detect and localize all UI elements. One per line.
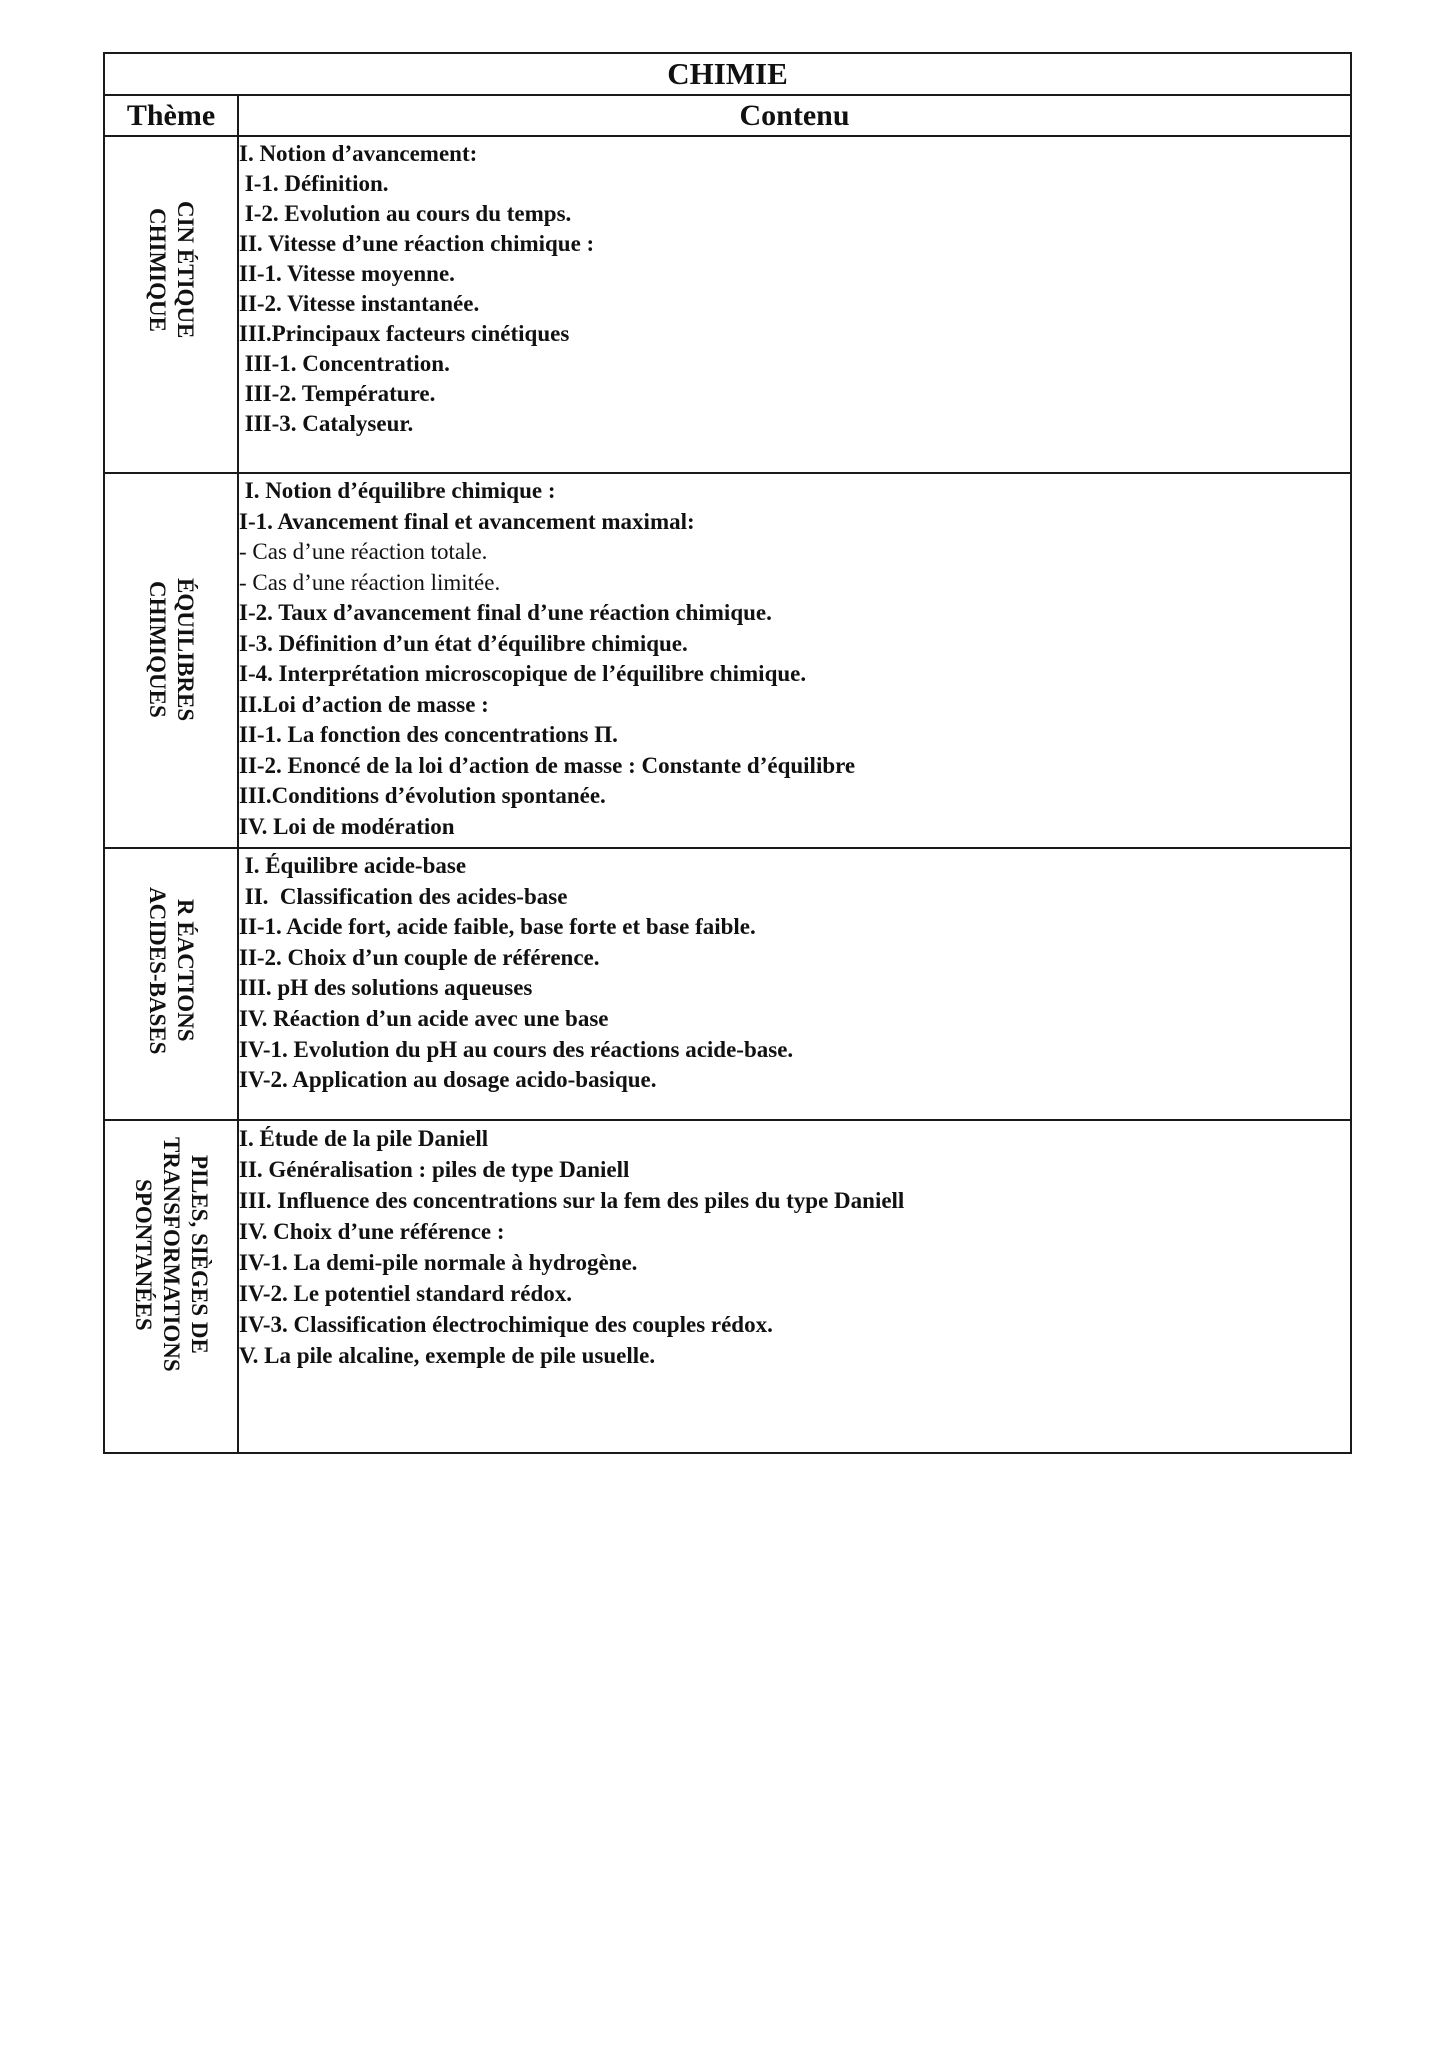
theme-label: PILES, SIÈGES DE TRANSFORMATIONS SPONTANÉES [131,1137,212,1372]
table-row [104,473,1351,848]
list-item: III-2. Température. [239,381,436,406]
content-list [239,137,1350,439]
list-item: II-2. Enoncé de la loi d’action de masse : Constante d’équilibre [239,752,856,778]
list-item: IV-1. La demi-pile normale à hydrogène. [239,1250,638,1275]
list-item: I. Notion d’équilibre chimique : [239,478,556,503]
header-row [104,95,1351,136]
table-row [104,1120,1351,1453]
list-item: I. Étude de la pile Daniell [239,1126,489,1151]
list-item: III. pH des solutions aqueuses [239,975,533,1001]
list-item: I. Notion d’avancement: [239,141,478,166]
list-item: II-1. Acide fort, acide faible, base forte et base faible. [239,914,756,940]
title-row [104,53,1351,95]
list-item: I-2. Taux d’avancement final d’une réaction chimique. [239,600,772,625]
list-item: I-1. Avancement final et avancement maximal: [239,508,695,534]
syllabus-table [103,52,1352,1454]
table-row [104,848,1351,1120]
list-item: II.Loi d’action de masse : [239,691,489,717]
table-row [104,136,1351,473]
list-item: II-2. Choix d’un couple de référence. [239,944,600,970]
list-item: II-1. La fonction des concentrations Π. [239,722,618,747]
list-item: I-2. Evolution au cours du temps. [239,201,572,226]
table-title: CHIMIE [104,53,1351,95]
list-item: IV-2. Application au dosage acido-basique. [239,1067,657,1093]
content-list [239,1121,1350,1371]
list-item: I-4. Interprétation microscopique de l’équilibre chimique. [239,661,807,686]
list-item: I-3. Définition d’un état d’équilibre chimique. [239,630,688,656]
list-item: IV. Choix d’une référence : [239,1219,505,1244]
theme-label: ÉQUILIBRES CHIMIQUES [145,578,198,722]
list-item: I-1. Définition. [239,171,389,196]
list-item: II-2. Vitesse instantanée. [239,291,480,316]
theme-label: R ÉACTIONS ACIDES-BASES [145,887,198,1055]
content-header: Contenu [238,95,1351,136]
content-cell [238,848,1351,1120]
content-cell [238,136,1351,473]
list-item: - Cas d’une réaction limitée. [239,569,501,595]
list-item: III.Principaux facteurs cinétiques [239,321,570,346]
theme-cell [104,1120,238,1453]
list-item: IV. Loi de modération [239,813,455,839]
content-cell [238,1120,1351,1453]
theme-cell [104,473,238,848]
list-item: III.Conditions d’évolution spontanée. [239,783,606,808]
list-item: IV-3. Classification électrochimique des couples rédox. [239,1312,773,1337]
list-item: IV. Réaction d’un acide avec une base [239,1005,609,1031]
list-item: - Cas d’une réaction totale. [239,539,488,564]
theme-cell [104,848,238,1120]
list-item: V. La pile alcaline, exemple de pile usuelle. [239,1343,656,1368]
list-item: I. Équilibre acide-base [239,853,467,878]
list-item: III-1. Concentration. [239,351,450,376]
theme-header: Thème [104,95,238,136]
list-item: III. Influence des concentrations sur la fem des piles du type Daniell [239,1188,905,1213]
list-item: II. Vitesse d’une réaction chimique : [239,231,595,256]
list-item: IV-1. Evolution du pH au cours des réactions acide-base. [239,1036,794,1062]
list-item: II. Généralisation : piles de type Daniell [239,1157,630,1182]
list-item: II-1. Vitesse moyenne. [239,261,455,286]
content-list [239,474,1350,842]
theme-label: CIN ÉTIQUE CHIMIQUE [145,201,198,339]
content-cell [238,473,1351,848]
list-item: IV-2. Le potentiel standard rédox. [239,1281,573,1306]
list-item: III-3. Catalyseur. [239,411,414,436]
content-list [239,849,1350,1096]
theme-cell [104,136,238,473]
list-item: II. Classification des acides-base [239,883,568,909]
